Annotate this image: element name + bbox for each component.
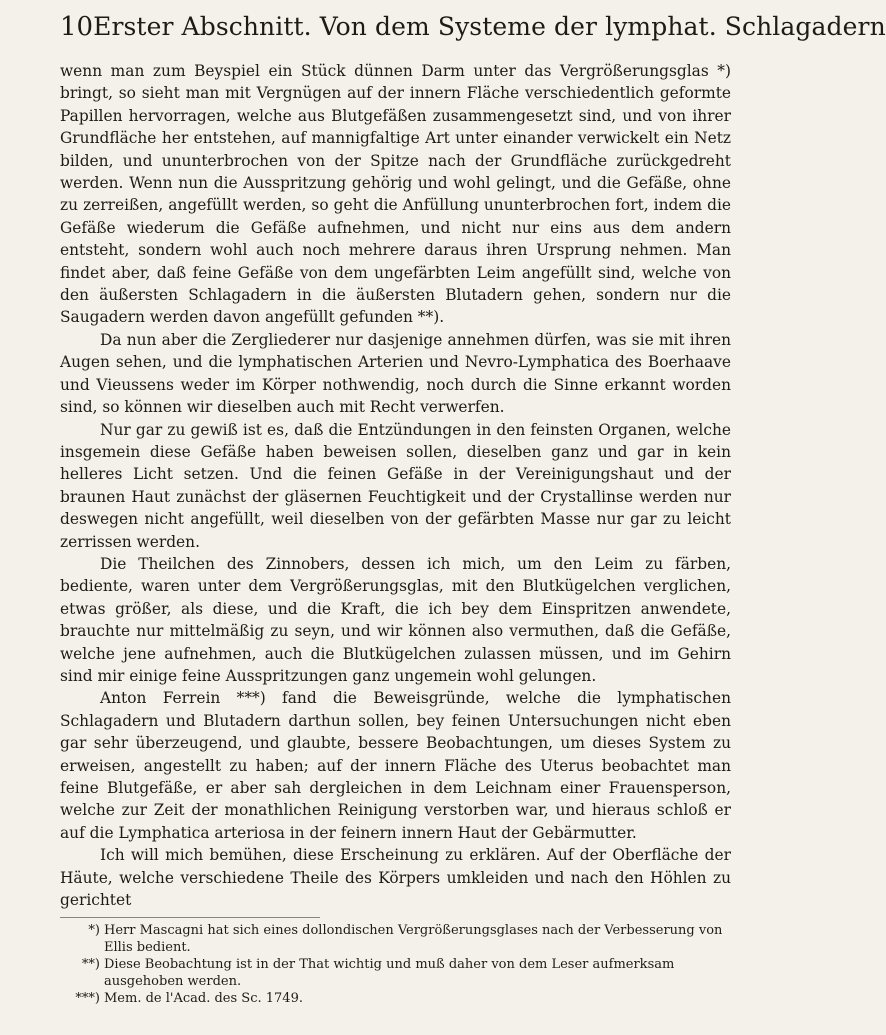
footnotes bbox=[60, 922, 731, 1007]
footnote bbox=[60, 990, 731, 1007]
footnote-text: Diese Beobachtung ist in der That wichtig und muß daher von dem Leser aufmerksam ausgehoben werden. bbox=[104, 957, 675, 990]
paragraph: wenn man zum Beyspiel ein Stück dünnen Darm unter das Vergrößerungsglas *) bringt, so sieht man mit Vergnügen auf der innern Fläche verschiedentlich geformte Papillen hervorragen, welche aus Blutgefäßen zusammengesetzt sind, und von ihrer Grundfläche her entstehen, auf mannigfaltige Art unter einander verwickelt ein Netz bilden, und ununterbrochen von der Spitze nach der Grundfläche zurückgedreht werden. Wenn nun die Ausspritzung gehörig und wohl gelingt, und die Gefäße, ohne zu zerreißen, angefüllt werden, so geht die Anfüllung ununterbrochen fort, indem die Gefäße wiederum die Gefäße aufnehmen, und nicht nur eins aus dem andern entsteht, sondern wohl auch noch mehrere daraus ihren Ursprung nehmen. Man findet aber, daß feine Gefäße von dem ungefärbten Leim angefüllt sind, welche von den äußersten Schlagadern in die äußersten Blutadern gehen, sondern nur die Saugadern werden davon angefüllt gefunden **). bbox=[60, 62, 731, 327]
paragraph: Ich will mich bemühen, diese Erscheinung zu erklären. Auf der Oberfläche der Häute, welche verschiedene Theile des Körpers umkleiden und nach den Höhlen zu gerichtet bbox=[60, 846, 731, 910]
footnote-mark: *) bbox=[88, 923, 100, 939]
footnote-mark: **) bbox=[81, 957, 100, 973]
footnote-text: Mem. de l'Acad. des Sc. 1749. bbox=[104, 991, 303, 1007]
page-header bbox=[60, 12, 886, 54]
footnote-text: Herr Mascagni hat sich eines dollondischen Vergrößerungsglases nach der Verbesserung von Ellis bedient. bbox=[104, 923, 723, 956]
paragraph: Anton Ferrein ***) fand die Beweisgründe, welche die lymphatischen Schlagadern und Blutadern darthun sollen, bey feinen Untersuchungen nicht eben gar sehr überzeugend, und glaubte, bessere Beobachtungen, um dieses System zu erweisen, angestellt zu haben; auf der innern Fläche des Uterus beobachtet man feine Blutgefäße, er aber sah dergleichen in dem Leichnam einer Frauensperson, welche zur Zeit der monathlichen Reinigung verstorben war, und hieraus schloß er auf die Lymphatica arteriosa in der feinern innern Haut der Gebärmutter. bbox=[60, 689, 731, 842]
paragraph: Nur gar zu gewiß ist es, daß die Entzündungen in den feinsten Organen, welche insgemein diese Gefäße haben beweisen sollen, dieselben ganz und gar in kein helleres Licht setzen. Und die feinen Gefäße in der Vereinigungshaut und der braunen Haut zunächst der gläsernen Feuchtigkeit und der Crystallinse werden nur deswegen nicht angefüllt, weil dieselben von der gefärbten Masse nur gar zu leicht zerrissen werden. bbox=[60, 420, 731, 551]
body-text bbox=[60, 60, 731, 911]
footnote bbox=[60, 922, 731, 956]
footnote bbox=[60, 956, 731, 990]
paragraph: Da nun aber die Zergliederer nur dasjenige annehmen dürfen, was sie mit ihren Augen sehen, und die lymphatischen Arterien und Nevro-Lymphatica des Boerhaave und Vieussens weder im Körper nothwendig, noch durch die Sinne erkannt worden sind, so können wir dieselben auch mit Recht verwerfen. bbox=[60, 330, 731, 417]
running-title: Erster Abschnitt. Von dem Systeme der lymphat. Schlagadern bbox=[93, 12, 886, 41]
footnote-rule bbox=[60, 917, 320, 918]
page-number: 10 bbox=[60, 12, 94, 42]
footnote-mark: ***) bbox=[75, 991, 100, 1007]
paragraph: Die Theilchen des Zinnobers, dessen ich mich, um den Leim zu färben, bediente, waren unter dem Vergrößerungsglas, mit den Blutkügelchen verglichen, etwas größer, als diese, und die Kraft, die ich bey dem Einspritzen anwendete, brauchte nur mittelmäßig zu seyn, und wir können also vermuthen, daß die Gefäße, welche jene aufnehmen, auch die Blutkügelchen zulassen müssen, und im Gehirn sind mir einige feine Ausspritzungen ganz ungemein wohl gelungen. bbox=[60, 554, 731, 685]
